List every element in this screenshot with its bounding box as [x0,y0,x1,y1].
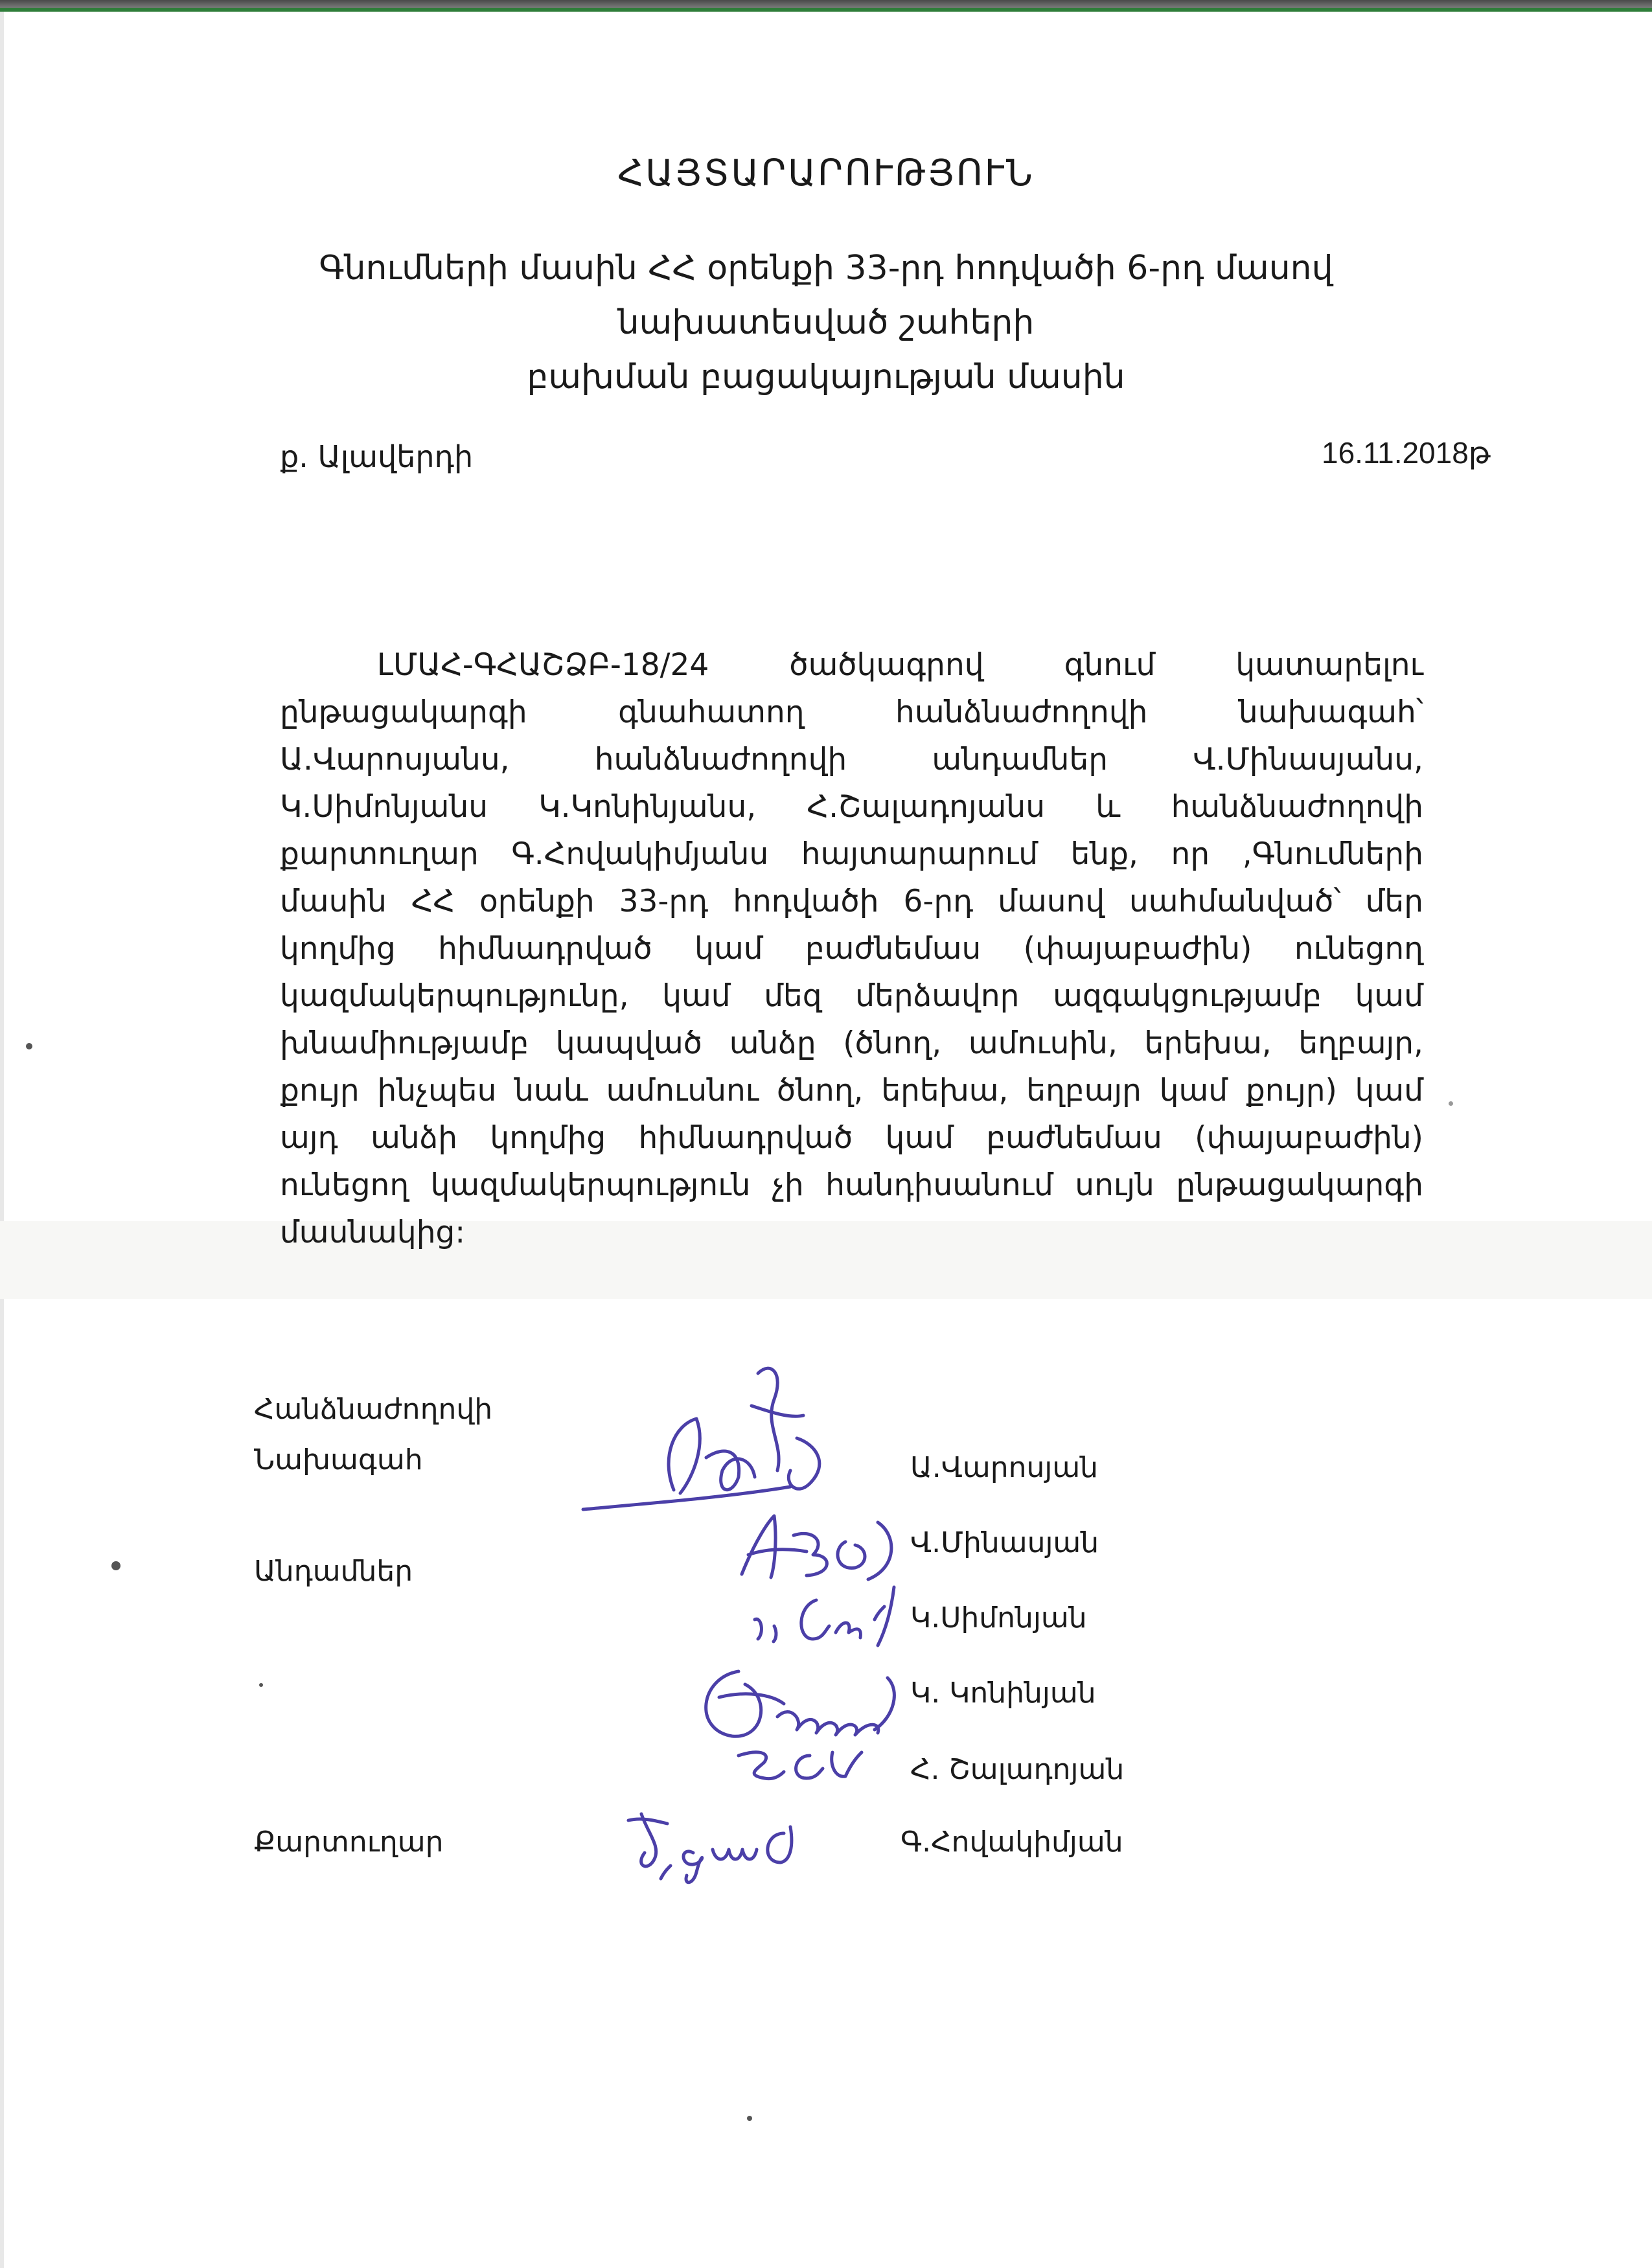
secretary-name: Գ.Հովակիմյան [901,1826,1123,1859]
secretary-signature [615,1801,829,1892]
chairman-signature [577,1347,888,1529]
member-2-signature [745,1581,920,1652]
member-1-name: Վ.Մինասյան [910,1526,1099,1559]
declaration-body: ԼՄԱՀ-ԳՀԱՇՁԲ-18/24 ծածկագրով գնում կատարելու ընթացակարգի գնահատող հանձնաժողովի նախագահ՝ Ա.Վարոսյանս, հանձնաժողովի անդամներ Վ.Մինասյանս, Կ.Սիմոնյանս Կ.Կոնինյանս, Հ.Շալադոյանս և հանձնաժողովի քարտուղար Գ.Հովակիմյանս հայտարարում ենք, որ ,Գնումների մասին ՀՀ օրենքի 33-րդ հոդվածի 6-րդ մասով սահմանված՝ մեր կողմից հիմնադրված կամ բաժնեմաս (փայաբաժին) ունեցող կազմակերպությունը, կամ մեզ մերձավոր ազգակցությամբ կամ խնամիությամբ կապված անձը (ծնող, ամուսին, երեխա, եղբայր, քույր ինչպես նաև ամուսնու ծնող, երեխա, եղբայր կամ քույր) կամ այդ անձի կողմից հիմնադրված կամ բաժնեմաս (փայաբաժին) ունեցող կազմակերպություն չի հանդիսանում սույն ընթացակարգի մասնակից: [280,647,1423,1250]
document-subtitle [279,241,1373,404]
document-place: ք. Ալավերդի [280,439,474,474]
member-3-name: Կ. Կոնինյան [910,1677,1096,1710]
member-2-name: Կ.Սիմոնյան [910,1601,1087,1634]
member-1-signature [729,1503,910,1587]
label-committee: Հանձնաժողովի [254,1393,493,1426]
label-members: Անդամներ [254,1555,413,1588]
subtitle-line-2: բախման բացակայության մասին [527,358,1125,396]
scan-top-edge [0,0,1652,8]
scan-speck [747,2116,752,2121]
chairman-name: Ա.Վարոսյան [910,1451,1099,1484]
scan-speck [26,1043,32,1049]
document-date: 16.11.2018թ [1322,436,1491,470]
member-4-signature [726,1736,881,1794]
scan-speck [259,1683,263,1687]
scan-speck [1449,1101,1453,1106]
scan-green-border [0,8,1652,12]
label-chairman: Նախագահ [254,1443,423,1476]
scan-speck [111,1561,120,1570]
member-4-name: Հ. Շալադոյան [910,1753,1125,1786]
label-secretary: Քարտուղար [254,1826,444,1859]
subtitle-line-1: Գնումների մասին ՀՀ օրենքի 33-րդ հոդվածի 6-րդ մասով նախատեսված շահերի [319,249,1333,342]
scan-left-edge [0,0,4,2268]
document-title: ՀԱՅՏԱՐԱՐՈՒԹՅՈՒՆ [617,152,1035,194]
